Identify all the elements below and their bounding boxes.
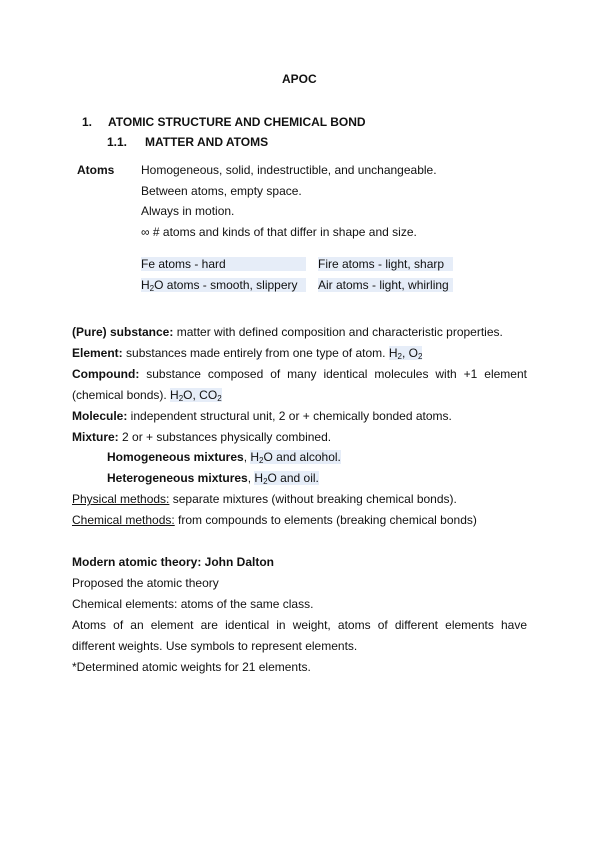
atoms-line: ∞ # atoms and kinds of that differ in shape and size. <box>141 225 417 239</box>
definition-term: (Pure) substance: <box>72 325 174 339</box>
chemical-methods <box>72 513 477 527</box>
doc-title: APOC <box>282 72 317 86</box>
definition-compound <box>72 367 527 381</box>
definition-substance <box>72 325 503 339</box>
definition-term: Element: <box>72 346 123 360</box>
example-text: O and alcohol. <box>263 450 341 464</box>
subscript: 2 <box>149 284 155 293</box>
definition-term: Mixture: <box>72 430 119 444</box>
dalton-line: different weights. Use symbols to represent elements. <box>72 639 358 653</box>
subsection-number: 1.1. <box>107 135 128 149</box>
section-heading <box>82 115 366 129</box>
definition-term: Chemical methods: <box>72 513 175 527</box>
definition-text: (chemical bonds). <box>72 388 171 402</box>
element-symbol: H <box>170 388 179 402</box>
definition-molecule <box>72 409 452 423</box>
dalton-line: Atoms of an element are identical in weight, atoms of different elements have <box>72 618 527 632</box>
mixture-example <box>254 471 319 485</box>
element-symbol: O <box>408 346 418 360</box>
physical-methods <box>72 492 457 506</box>
separator: , <box>247 471 255 485</box>
definition-term: Compound: <box>72 367 140 381</box>
definition-text: separate mixtures (without breaking chemical bonds). <box>169 492 457 506</box>
section-number: 1. <box>82 115 93 129</box>
mixture-example <box>250 450 341 464</box>
subsection-heading <box>107 135 269 149</box>
definition-term: Heterogeneous mixtures <box>107 471 248 485</box>
atoms-line: Between atoms, empty space. <box>141 184 302 198</box>
definition-text: substances made entirely from one type of atom. <box>122 346 389 360</box>
example-text: O atoms - smooth, slippery <box>154 278 298 292</box>
dalton-heading: Modern atomic theory: John Dalton <box>72 555 275 569</box>
subscript: 2 <box>263 477 268 486</box>
example-text: O and oil. <box>267 471 319 485</box>
definition-term: Homogeneous mixtures <box>107 450 244 464</box>
definition-text: 2 or + substances physically combined. <box>118 430 332 444</box>
definition-compound-cont <box>72 388 222 402</box>
heterogeneous-mixtures <box>107 471 319 485</box>
definition-element <box>72 346 422 360</box>
compound-formula: O, CO <box>183 388 218 402</box>
dalton-line: Proposed the atomic theory <box>72 576 219 590</box>
example-water-atoms <box>141 278 306 292</box>
dalton-line: Chemical elements: atoms of the same class. <box>72 597 314 611</box>
separator: , <box>243 450 251 464</box>
element-symbol: H <box>250 450 260 464</box>
atoms-label: Atoms <box>77 163 115 177</box>
element-symbol: H <box>254 471 264 485</box>
subscript: 2 <box>417 352 423 361</box>
example-fe-atoms: Fe atoms - hard <box>141 257 306 271</box>
atoms-line: Always in motion. <box>141 204 235 218</box>
definition-term: Physical methods: <box>72 492 170 506</box>
subscript: 2 <box>259 456 264 465</box>
example-air-atoms: Air atoms - light, whirling <box>318 278 453 292</box>
subscript: 2 <box>178 394 184 403</box>
homogeneous-mixtures <box>107 450 341 464</box>
definition-mixture <box>72 430 331 444</box>
subscript: 2 <box>397 352 402 361</box>
element-symbol: H <box>141 278 150 292</box>
definition-text: from compounds to elements (breaking chemical bonds) <box>174 513 477 527</box>
atoms-line: Homogeneous, solid, indestructible, and unchangeable. <box>141 163 437 177</box>
subscript: 2 <box>217 394 222 403</box>
section-title: ATOMIC STRUCTURE AND CHEMICAL BOND <box>108 115 366 129</box>
dalton-line: *Determined atomic weights for 21 elements. <box>72 660 311 674</box>
definition-text: matter with defined composition and characteristic properties. <box>173 325 503 339</box>
element-examples <box>389 346 423 360</box>
separator: , <box>401 346 409 360</box>
element-symbol: H <box>388 346 398 360</box>
definition-text: independent structural unit, 2 or + chemically bonded atoms. <box>127 409 452 423</box>
definition-text: substance composed of many identical molecules with +1 element <box>139 367 527 381</box>
compound-examples <box>170 388 222 402</box>
subsection-title: MATTER AND ATOMS <box>145 135 269 149</box>
example-fire-atoms: Fire atoms - light, sharp <box>318 257 453 271</box>
definition-term: Molecule: <box>72 409 128 423</box>
